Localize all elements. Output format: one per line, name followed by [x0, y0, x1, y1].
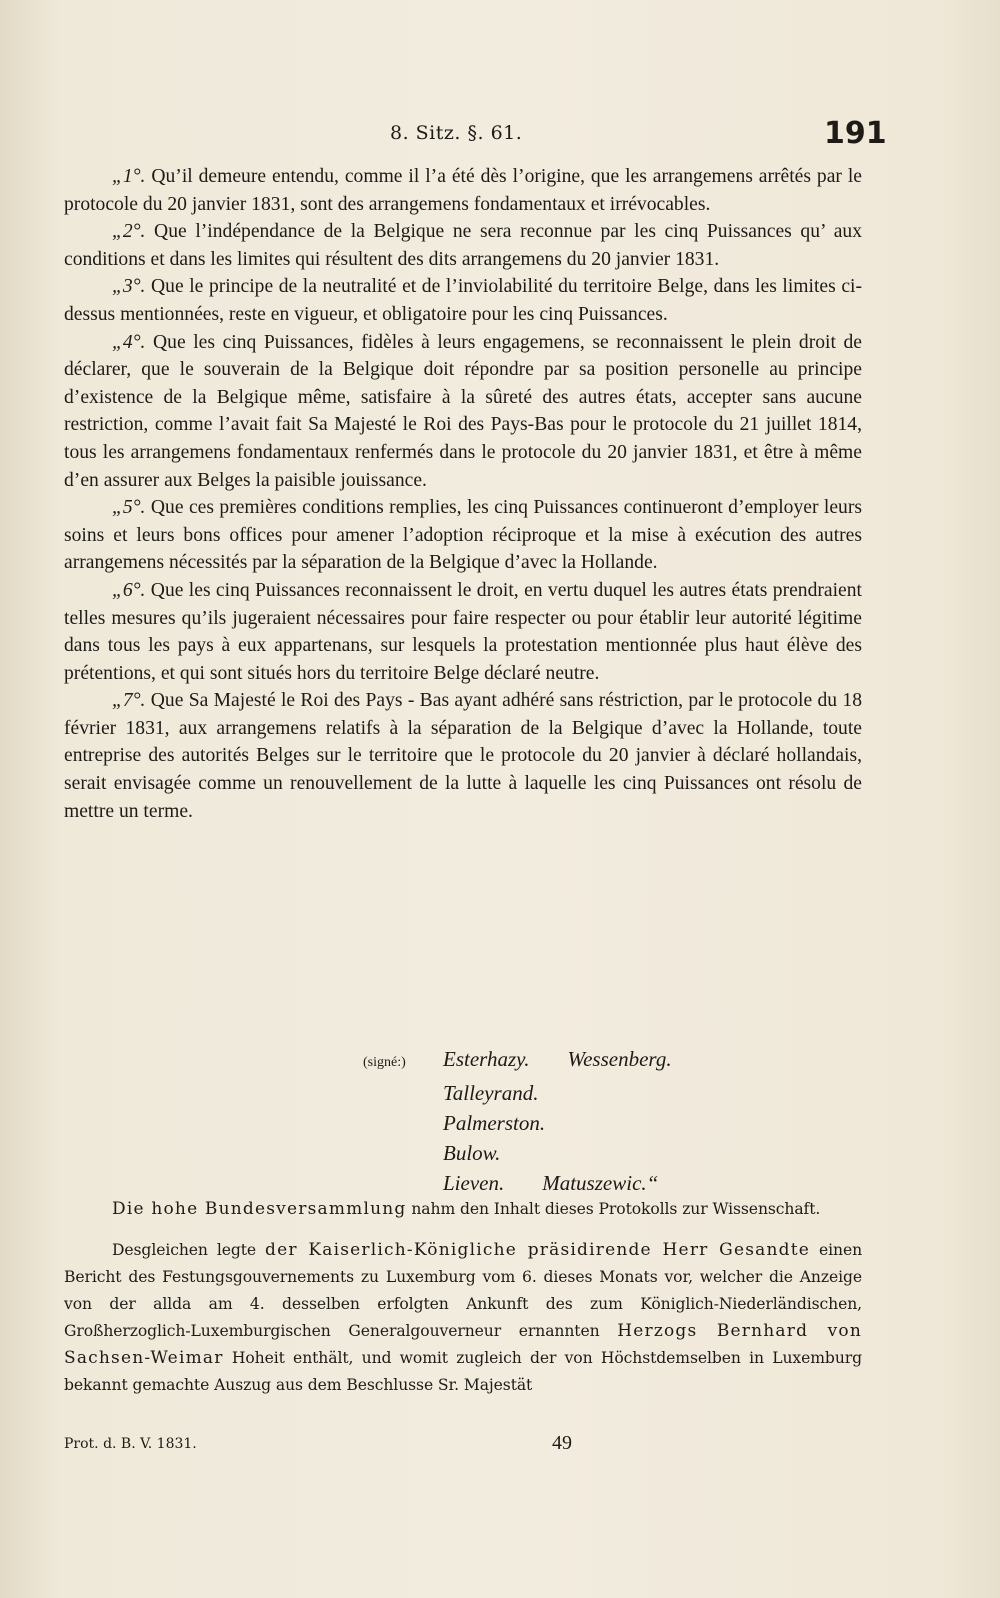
minutes-paragraph — [64, 1196, 862, 1223]
signature-row — [363, 1044, 672, 1078]
minutes-text: Desgleichen legte — [112, 1241, 265, 1259]
article-text: Que ces premières conditions remplies, les cinq Puissances continueront d’employer leurs soins et leurs bons offices pour amener l’adoption réciproque et la mise à exécution des autres arrangemens nécessités par la séparation de la Belgique d’avec la Hollande. — [64, 497, 862, 574]
article-paragraph — [64, 577, 862, 687]
article-number: „5°. — [112, 497, 146, 519]
emphasized-text: Herzogs Bernhard von Sachsen-Weimar — [64, 1321, 862, 1368]
article-paragraph — [64, 273, 862, 328]
article-number: „7°. — [112, 690, 146, 712]
minutes-text: einen Bericht des Festungsgouvernements zu Luxemburg vom 6. dieses Monats vor, welcher die Anzeige von der allda am 4. desselben erfolgten Ankunft des zum Königlich-Niederländischen, Großherzoglich-Luxemburgischen Generalgouverneur ernannten — [64, 1241, 863, 1340]
page-header — [0, 116, 1000, 156]
article-paragraph — [64, 687, 862, 825]
signatory-name: Esterhazy. — [443, 1047, 530, 1071]
article-text: Que le principe de la neutralité et de l’inviolabilité du territoire Belge, dans les limites ci-dessus mentionnées, reste en vigueur, et obligatoire pour les cinq Puissances. — [64, 276, 862, 325]
minutes-text: nahm den Inhalt dieses Protokolls zur Wissenschaft. — [406, 1200, 821, 1218]
article-text: Que les cinq Puissances reconnaissent le droit, en vertu duquel les autres états prendraient telles mesures qu’ils jugeraient nécessaires pour faire respecter ou pour établir leur autorité légitime dans tous les pays à eux appartenans, sur lesquels la protestation mentionnée plus haut élève des prétentions, et qui sont situés hors du territoire Belge déclaré neutre. — [64, 579, 862, 684]
page-number: 191 — [824, 116, 887, 151]
article-text: Que Sa Majesté le Roi des Pays - Bas ayant adhéré sans réstriction, par le protocole du 18 février 1831, aux arrangemens relatifs à la séparation de la Belgique d’avec la Hollande, toute entreprise des autorités Belges sur le territoire que le protocole du 20 janvier à déclaré hollandais, serait envisagée comme un renouvellement de la lutte à laquelle les cinq Puissances ont résolu de mettre un terme. — [64, 690, 862, 822]
article-text: Que l’indépendance de la Belgique ne sera reconnue par les cinq Puissances qu’ aux conditions et dans les limites qui résultent des dits arrangemens du 20 janvier 1831. — [64, 221, 862, 270]
article-number: „1°. — [112, 166, 146, 187]
signe-label: (signé:) — [363, 1055, 406, 1070]
sheet-number: 49 — [552, 1432, 572, 1454]
article-number: „3°. — [112, 276, 146, 298]
signatory-name: Matuszewic.“ — [542, 1171, 659, 1195]
article-text: Que les cinq Puissances, fidèles à leurs engagemens, se reconnaissent le plein droit de déclarer, que le souverain de la Belgique doit répondre par sa position personelle au principe d’existence de la Belgique même, satisfaire à la sûreté des autres états, accepter sans aucune restriction, comme l’avait fait Sa Majesté le Roi des Pays-Bas pour le protocole du 21 juillet 1814, tous les arrangemens fondamentaux renfermés dans le protocole du 20 janvier 1831, et être à même d’en assurer aux Belges la paisible jouissance. — [64, 331, 862, 491]
minutes-text: Hoheit enthält, und womit zugleich der von Höchstdemselben in Luxemburg bekannt gemachte Auszug aus dem Beschlusse Sr. Majestät — [64, 1349, 862, 1394]
article-paragraph — [64, 494, 862, 577]
emphasized-text: der Kaiserlich-Königliche präsidirende Herr Gesandte — [265, 1240, 811, 1260]
emphasized-text: Die hohe Bundesversammlung — [112, 1199, 407, 1219]
article-paragraph — [64, 329, 862, 495]
signatory-name: Palmerston. — [443, 1111, 546, 1135]
signatory-name: Talleyrand. — [443, 1081, 539, 1105]
signature-row — [363, 1138, 672, 1168]
running-head: 8. Sitz. §. 61. — [390, 122, 523, 144]
article-paragraph — [64, 163, 862, 218]
signature-row — [363, 1108, 672, 1138]
article-number: „4°. — [112, 331, 146, 353]
article-number: „2°. — [112, 221, 146, 243]
article-paragraph — [64, 218, 862, 273]
signature-row — [363, 1168, 672, 1198]
protocol-articles — [64, 163, 862, 825]
signatory-name: Bulow. — [443, 1141, 501, 1165]
german-minutes — [64, 1196, 862, 1413]
signature-row — [363, 1078, 672, 1108]
signature-block — [363, 1044, 672, 1198]
minutes-paragraph — [64, 1237, 862, 1399]
signatory-name: Lieven. — [443, 1171, 505, 1195]
article-number: „6°. — [112, 579, 146, 601]
signatory-name: Wessenberg. — [567, 1047, 672, 1071]
signature-mark: Prot. d. B. V. 1831. — [64, 1436, 197, 1452]
article-text: Qu’il demeure entendu, comme il l’a été dès l’origine, que les arrangemens arrêtés par le protocole du 20 janvier 1831, sont des arrangemens fondamentaux et irrévocables. — [64, 166, 862, 215]
page-footer — [0, 1432, 1000, 1462]
